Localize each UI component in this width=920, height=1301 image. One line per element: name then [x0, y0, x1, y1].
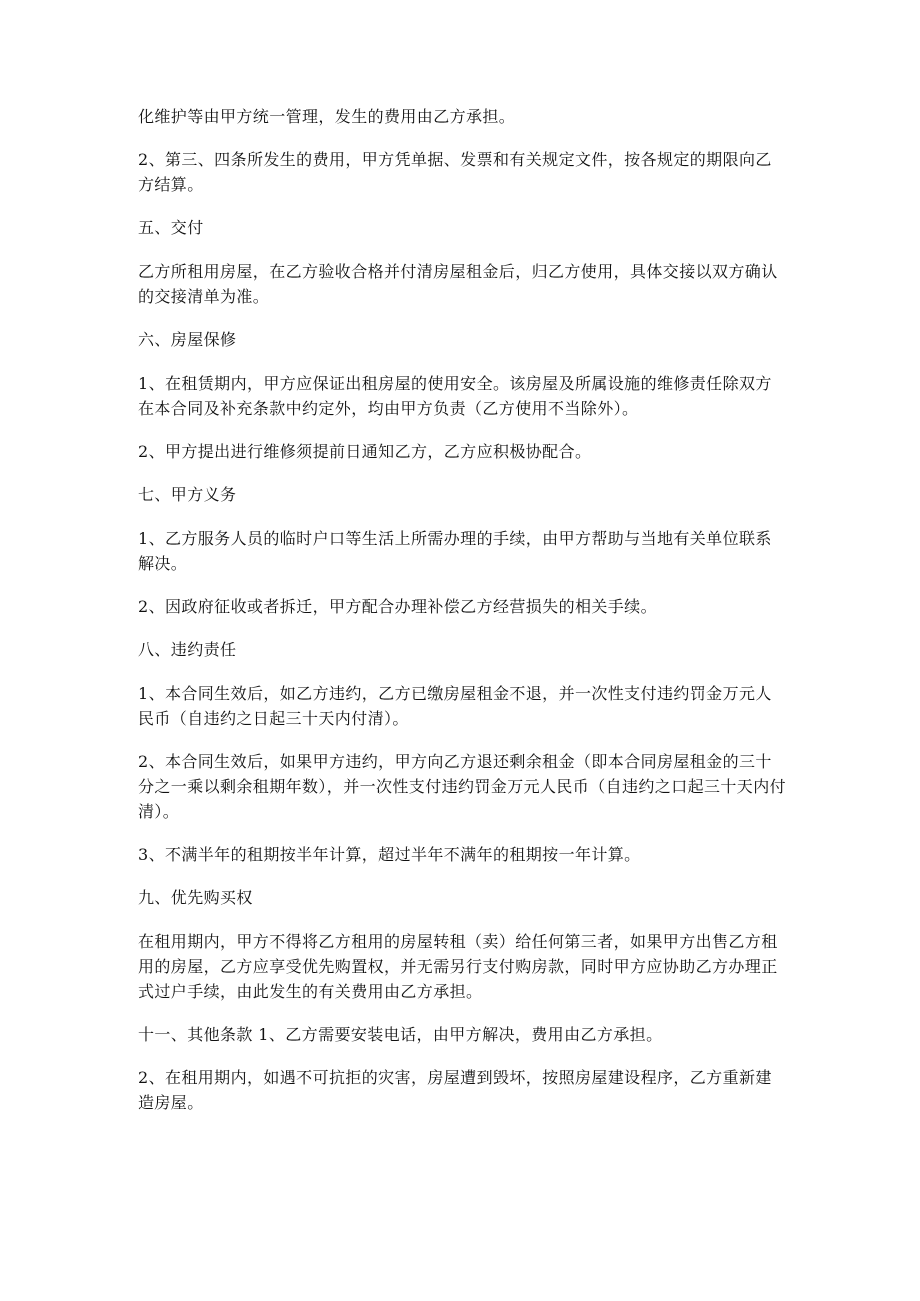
paragraph-obligation-1: 1、乙方服务人员的临时户口等生活上所需办理的手续，由甲方帮助与当地有关单位联系解决。 — [138, 529, 772, 573]
paragraph-breach-3: 3、不满半年的租期按半年计算，超过半年不满年的租期按一年计算。 — [138, 845, 641, 864]
section-heading-delivery: 五、交付 — [138, 218, 204, 237]
paragraph-delivery: 乙方所租用房屋，在乙方验收合格并付清房屋租金后，归乙方使用，具体交接以双方确认的交接清单为准。 — [138, 262, 778, 306]
paragraph-settlement: 2、第三、四条所发生的费用，甲方凭单据、发票和有关规定文件，按各规定的期限向乙方结算。 — [138, 150, 772, 194]
document-body — [138, 104, 788, 1133]
section-heading-preemption: 九、优先购买权 — [138, 888, 253, 907]
paragraph-preemption: 在租用期内，甲方不得将乙方租用的房屋转租（卖）给任何第三者，如果甲方出售乙方租用的房屋，乙方应享受优先购置权，并无需另行支付购房款，同时甲方应协助乙方办理正式过户手续，由此发生的有关费用由乙方承担。 — [138, 932, 778, 1001]
section-heading-breach: 八、违约责任 — [138, 640, 237, 659]
paragraph-obligation-2: 2、因政府征收或者拆迁，甲方配合办理补偿乙方经营损失的相关手续。 — [138, 597, 657, 616]
paragraph-warranty-1: 1、在租赁期内，甲方应保证出租房屋的使用安全。该房屋及所属设施的维修责任除双方在本合同及补充条款中约定外，均由甲方负责（乙方使用不当除外）。 — [138, 374, 772, 418]
paragraph-other-terms-1: 十一、其他条款 1、乙方需要安装电话，由甲方解决，费用由乙方承担。 — [138, 1025, 663, 1044]
paragraph-warranty-2: 2、甲方提出进行维修须提前日通知乙方，乙方应积极协配合。 — [138, 442, 592, 461]
section-heading-warranty: 六、房屋保修 — [138, 330, 237, 349]
paragraph-breach-1: 1、本合同生效后，如乙方违约，乙方已缴房屋租金不退，并一次性支付违约罚金万元人民币（自违约之日起三十天内付清）。 — [138, 684, 772, 728]
paragraph-other-terms-2: 2、在租用期内，如遇不可抗拒的灾害，房屋遭到毁坏，按照房屋建设程序，乙方重新建造房屋。 — [138, 1068, 772, 1112]
paragraph-breach-2: 2、本合同生效后，如果甲方违约，甲方向乙方退还剩余租金（即本合同房屋租金的三十分之一乘以剩余租期年数），并一次性支付违约罚金万元人民币（自违约之口起三十天内付清）。 — [138, 752, 787, 821]
paragraph-maintenance-fees: 化维护等由甲方统一管理，发生的费用由乙方承担。 — [138, 107, 516, 126]
section-heading-party-a-obligations: 七、甲方义务 — [138, 485, 237, 504]
